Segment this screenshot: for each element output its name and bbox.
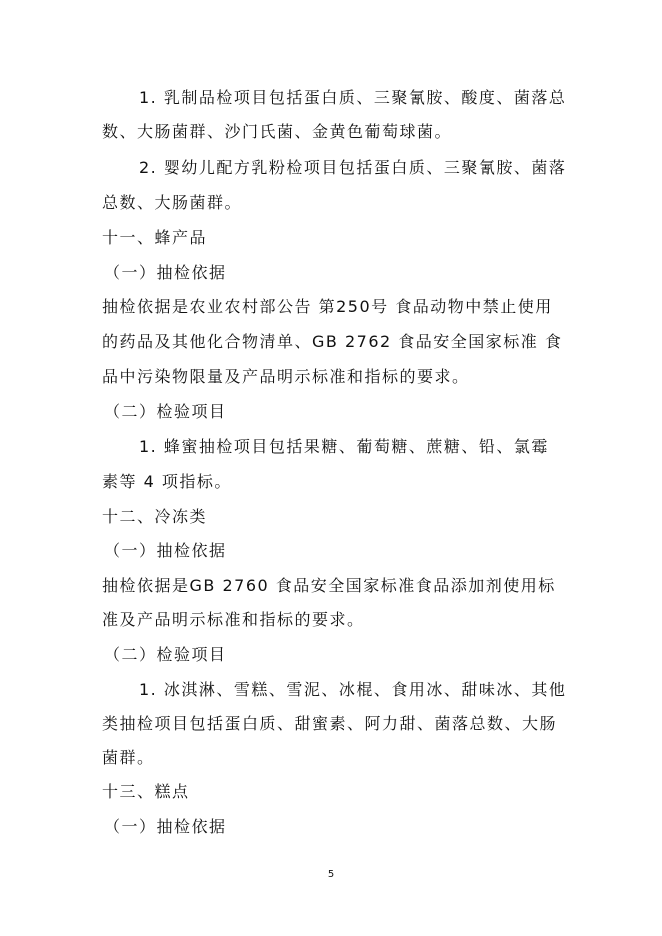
subsection-heading: （一）抽检依据 [104,541,227,560]
text-line: 的药品及其他化合物清单、GB 2762 食品安全国家标准 食 [102,332,563,351]
text-line: 1. 冰淇淋、雪糕、雪泥、冰棍、食用冰、甜味冰、其他 [139,680,567,699]
text-line: 菌群。 [102,748,155,767]
subsection-heading: （二）检验项目 [104,645,227,664]
text-line: 素等 4 项指标。 [102,472,232,491]
section-heading: 十三、糕点 [102,782,190,801]
text-line: 总数、大肠菌群。 [102,193,243,212]
text-line: 准及产品明示标准和指标的要求。 [102,610,365,629]
subsection-heading: （一）抽检依据 [104,817,227,836]
text-line: 2. 婴幼儿配方乳粉检项目包括蛋白质、三聚氰胺、菌落 [139,158,567,177]
subsection-heading: （二）检验项目 [104,402,227,421]
subsection-heading: （一）抽检依据 [104,263,227,282]
section-heading: 十二、冷冻类 [102,507,208,526]
page-number: 5 [327,869,335,880]
text-line: 抽检依据是农业农村部公告 第250号 食品动物中禁止使用 [102,297,553,316]
section-heading: 十一、蜂产品 [102,228,208,247]
text-line: 品中污染物限量及产品明示标准和指标的要求。 [102,367,470,386]
text-line: 抽检依据是GB 2760 食品安全国家标准食品添加剂使用标 [102,576,556,595]
text-line: 1. 蜂蜜抽检项目包括果糖、葡萄糖、蔗糖、铅、氯霉 [139,437,549,456]
text-line: 1. 乳制品检项目包括蛋白质、三聚氰胺、酸度、菌落总 [139,88,567,107]
text-line: 数、大肠菌群、沙门氏菌、金黄色葡萄球菌。 [102,122,453,141]
text-line: 类抽检项目包括蛋白质、甜蜜素、阿力甜、菌落总数、大肠 [102,714,558,733]
